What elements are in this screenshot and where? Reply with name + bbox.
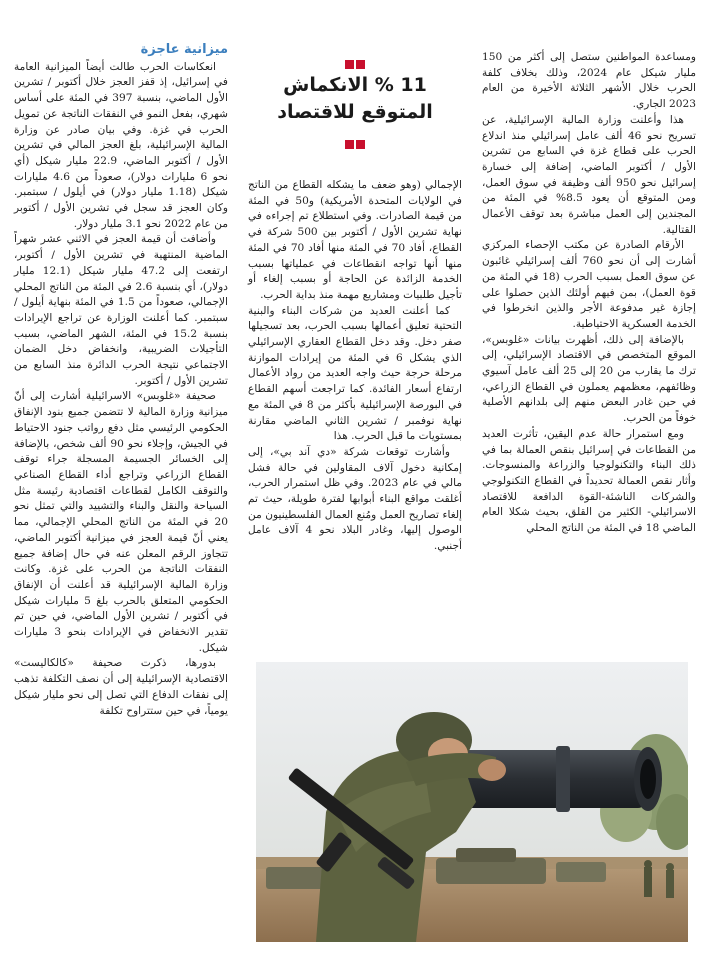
soldier-with-artillery-photo	[256, 662, 688, 942]
paragraph: انعكاسات الحرب طالت أيضاً الميزانية العامة في إسرائيل، إذ قفز العجز خلال أكتوبر / تشرين الأول الماضي، بنسبة 397 في المئة على أساس شهري، بفعل النمو في النفقات الناتجة عن تمويل الحرب في غزة. وفي بيان صادر عن وزارة المالية الإسرائيلية، بلغ العجز المالي في تشرين الأول / أكتوبر الماضي، 22.9 مليار شيكل (أي نحو 6 مليارات دولار)، صعوداً من 4.6 مليارات شيكل (1.18 مليار دولار) في أيلول / سبتمبر. وكان العجز قد سجل في تشرين الأول / أكتوبر من عام 2022 نحو 3.1 مليار دولار.	[14, 60, 228, 230]
article-column-middle	[248, 178, 462, 555]
paragraph: ومع استمرار حالة عدم اليقين، تأثرت العديد من القطاعات في إسرائيل بنقص العمالة بما في ذلك البناء والتكنولوجيا والزراعة والمنسوجات. وأثار نقص العمالة تحديداً في القطاع التكنولوجي والشركات الناشئة-القوة الدافعة للاقتصاد الاسرائيلي- الكثير من القلق، بحيث شكلا العام الماضي 18 في المئة من الناتج المحلي	[482, 427, 696, 535]
paragraph: كما أعلنت العديد من شركات البناء والبنية التحتية تعليق أعمالها بسبب الحرب، بعد تسجيلها صفر دخل. وقد دخل القطاع العقاري الإسرائيلي الذي يشكل 6 في المئة من إيرادات الموازنة مرحلة حرجة حيث واجه العديد من رواد الأعمال ارتفاع أسعار الفائدة. كما تراجعت أسهم القطاع في البورصة الإسرائيلية بأكثر من 8 في المئة مع نهاية نوفمبر / تشرين الثاني الماضي مقارنة بمستويات ما قبل الحرب. هذا	[248, 304, 463, 443]
pull-quote-title: 11 % الانكماش المتوقع للاقتصاد	[277, 74, 433, 123]
paragraph: وأشارت توقعات شركة «دي آند بي»، إلى إمكانية دخول آلاف المقاولين في حالة فشل مالي في عام 2023. وفي ظل استمرار الحرب، أغلقت مواقع البناء أبوابها لفترة طويلة، حيث تم إلغاء تصاريح العمل ومُنع العمال الفلسطينيون من الوصول إليها، وغادر البلاد نحو 4 آلاف عامل أجنبي.	[248, 445, 462, 553]
photo-illustration	[256, 662, 688, 942]
decorative-squares-bottom	[254, 134, 456, 146]
paragraph: هذا وأعلنت وزارة المالية الإسرائيلية، عن تسريح نحو 46 ألف عامل إسرائيلي منذ اندلاع الحرب على قطاع غزة في السابع من تشرين الأول / أكتوبر الماضي، إضافة إلى خسارة إسرائيل نحو 950 ألف وظيفة في سوق العمل، ومن المتوقع أن يعود 8.5% في المئة من المجندين إلى العمل مباشرة بعد توقف الأعمال القتالية.	[482, 113, 696, 236]
paragraph: الأرقام الصادرة عن مكتب الإحصاء المركزي أشارت إلى أن نحو 760 ألف إسرائيلي غائبون عن سوق العمل بسبب الحرب (18 في المئة من قوة العمل)، بمن فيهم أولئك الذين حصلوا على إجازة غير مدفوعة الأجر والذين انخرطوا في الخدمة العسكرية الاحتياطية.	[482, 239, 697, 330]
pull-quote	[254, 54, 456, 146]
paragraph: الإجمالي (وهو ضعف ما يشكله القطاع من الناتج في الولايات المتحدة الأمريكية) و50 في المئة من قيمة الصادرات. وفي استطلاع تم إجراءه في نهاية تشرين الأول / أكتوبر بين 500 شركة في القطاع، أفاد 70 في المئة منها أفاد 70 في المئة منها أنها تواجه انقطاعات في عملياتها بسبب الخدمة الزائدة عن الحاجة أو بسبب إلغاء أو تأجيل طلبيات ومشاريع مهمة منذ بداية الحرب.	[248, 179, 462, 301]
paragraph: بالإضافة إلى ذلك، أظهرت بيانات «غلوبس»، الموقع المتخصص في الاقتصاد الإسرائيلي، إلى ترك ما يقارب من 20 إلى 25 ألف عامل آسيوي وظائفهم، معظمهم يعملون في القطاع الزراعي، في حين غادر البعض منهم إلى بلدانهم الأصلية خوفاً من الحرب.	[482, 333, 696, 425]
paragraph: ومساعدة المواطنين ستصل إلى أكثر من 150 مليار شيكل عام 2024، وذلك بخلاف كلفة الحرب خلال الأشهر الثلاثة الأخيرة من العام 2023 الجاري.	[482, 51, 696, 111]
article-column-left	[14, 42, 228, 719]
section-subhead: ميزانية عاجزة	[140, 42, 228, 57]
paragraph: بدورها، ذكرت صحيفة «كالكاليست» الاقتصادية الإسرائيلية إلى أن نصف التكلفة تذهب إلى نفقات الدفاع التي تصل إلى نحو مليار شيكل يومياً، في حين ستتراوح تكلفة	[14, 657, 228, 717]
article-column-right	[482, 50, 696, 537]
paragraph: صحيفة «غلوبس» الاسرائيلية أشارت إلى أنّ ميزانية وزارة المالية لا تتضمن جميع بنود الإنفاق الحكومي الرئيسي مثل دفع رواتب جنود الاحتياط في الجيش، وإجلاء نحو 90 ألف شخص، بالإضافة إلى الخسائر الجسيمة المسجلة جراء توقف القطاع الزراعي وتراجع أداء القطاع الصناعي والتوقف الكامل لقطاعات اقتصادية رئيسة مثل السياحة والنقل والبناء والتشييد والتي تمثل نحو 20 في المئة من الناتج المحلي الإجمالي، مما يعني أنّ قيمة العجز في ميزانية أكتوبر الماضي، تتجاوز الرقم المعلن عنه في حال إضافة جميع النفقات الناتجة من الحرب على غزة. وكانت وزارة المالية الإسرائيلية قد أعلنت أن الإنفاق الحكومي المتعلق بالحرب بلغ 5 مليارات شيكل في أكتوبر / تشرين الأول الماضي، في حين تم تقدير الانخفاض في الإيرادات بنحو 3 مليارات شيكل.	[14, 390, 229, 654]
decorative-squares-top	[254, 54, 456, 66]
paragraph: وأضافت أن قيمة العجز في الاثني عشر شهراً الماضية المنتهية في تشرين الأول / أكتوبر، ارتفعت إلى 47.2 مليار شيكل (12.1 مليار دولار)، أي بنسبة 2.6 في المئة من الناتج المحلي الإجمالي، صعوداً من 1.5 في المئة بنهاية أيلول / سبتمبر. كما أعلنت الوزارة عن تراجع الإيرادات بنسبة 15.2 في المئة، الشهر الماضي، بسبب التأجيلات الضريبية، وانخفاض دخل الضمان الاجتماعي نتيجة الحرب الدائرة منذ السابع من تشرين الأول / أكتوبر.	[14, 233, 228, 387]
